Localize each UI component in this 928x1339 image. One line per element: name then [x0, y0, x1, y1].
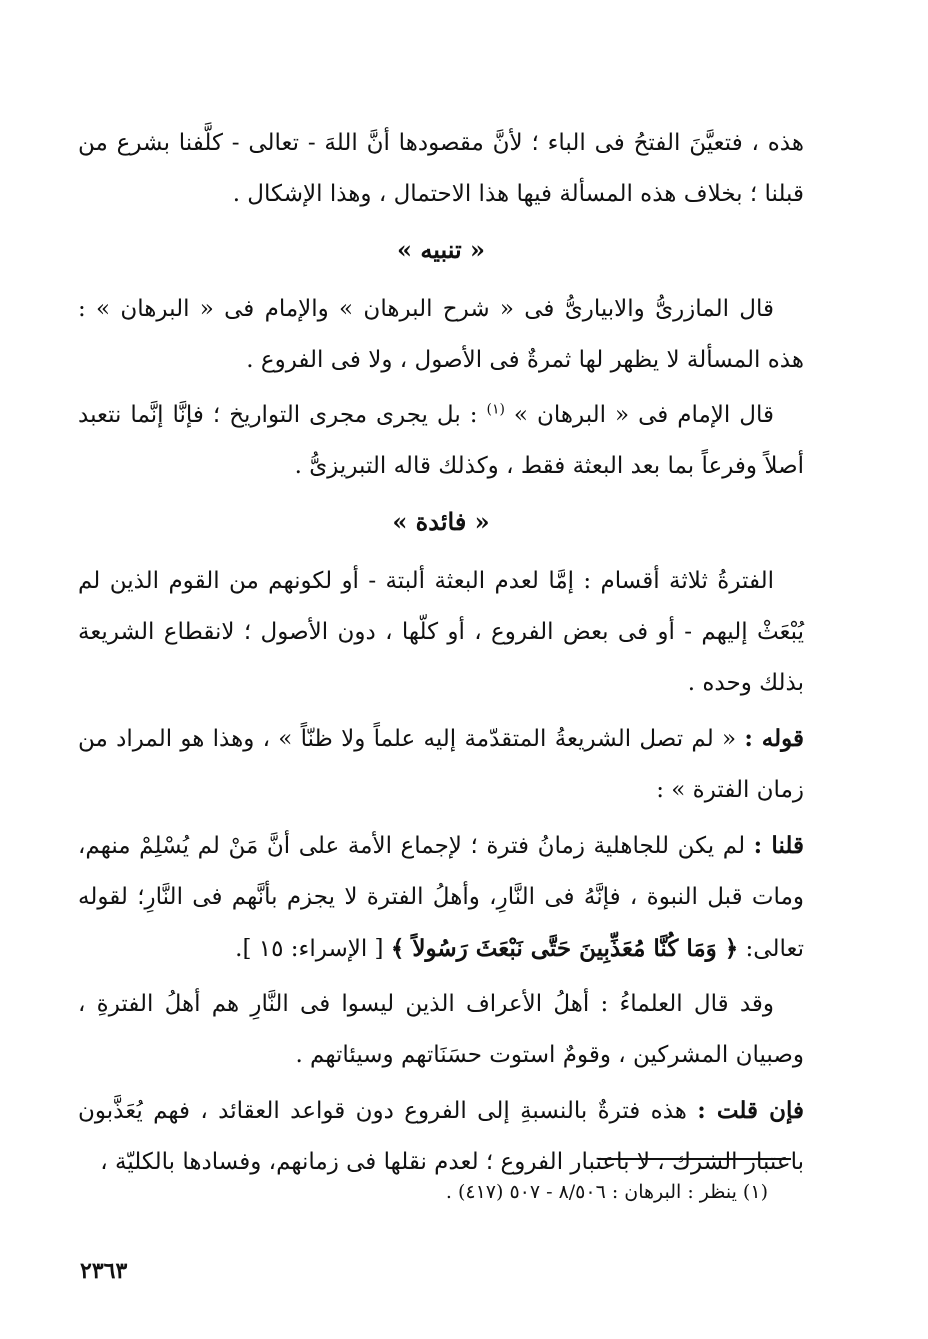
page-body: [78, 118, 804, 1192]
page-number: ٢٣٦٣: [80, 1258, 128, 1284]
quran-citation: [ الإسراء: ١٥ ].: [235, 936, 391, 962]
qawluhu-lead: قوله :: [744, 725, 804, 752]
in-qulta-lead: فإن قلت :: [697, 1097, 804, 1124]
footnote-divider: [598, 1158, 791, 1160]
paragraph-ulama: وقد قال العلماءُ : أهلُ الأعراف الذين ليسوا فى النَّارِ هم أهلُ الفترةِ ، وصبيان المشركين ، وقومٌ استوت حسَنَاتهم وسيئاتهم .: [78, 991, 804, 1068]
quran-verse: ﴿ وَمَا كُنَّا مُعَذِّبِينَ حَتَّى نَبْعَثَ رَسُولاً ﴾: [390, 935, 739, 962]
paragraph-imam-rest: : بل يجرى مجرى التواريخ ؛ فإنَّا إنَّما نتعبد أصلاً وفرعاً بما بعد البعثة فقط ، وكذلك قاله التبريزىُّ .: [78, 402, 804, 479]
heading-faida: « فائدة »: [392, 507, 490, 536]
paragraph-mazari: قال المازرىُّ والابيارىُّ فى « شرح البرهان » والإمام فى « البرهان » : هذه المسألة لا يظهر لها ثمرةٌ فى الأصول ، ولا فى الفروع .: [78, 296, 804, 373]
heading-tanbih: « تنبيه »: [397, 235, 485, 264]
paragraph-imam-start: قال الإمام فى « البرهان »: [504, 402, 774, 428]
in-qulta-body: هذه فترةٌ بالنسبةِ إلى الفروع دون قواعد العقائد ، فهم يُعَذَّبون باعتبار الشرك ، لا باعتبار الفروع ؛ لعدم نقلها فى زمانهم، وفسادها بالكليّة ،: [78, 1098, 804, 1175]
qawluhu-body: « لم تصل الشريعةُ المتقدّمة إليه علماً ولا ظنّاً » ، وهذا هو المراد من زمان الفترة » :: [78, 726, 804, 803]
paragraph-imam: [78, 390, 804, 492]
paragraph-fatra: الفترةُ ثلاثة أقسام : إمَّا لعدم البعثة ألبتة - أو لكونهم من القوم الذين لم يُبْعَثْ إليهم - أو فى بعض الفروع ، أو كلّها ، دون الأصول ؛ لانقطاع الشريعة بذلك وحده .: [78, 568, 804, 696]
paragraph-qawluhu: [78, 713, 804, 816]
footnote-reference: (١): [486, 401, 505, 418]
paragraph-opening: هذه ، فتعيَّنَ الفتحُ فى الباء ؛ لأنَّ مقصودها أنَّ اللهَ - تعالى - كلَّفنا بشرع من قبلنا ؛ بخلاف هذه المسألة فيها هذا الاحتمال ، وهذا الإشكال .: [78, 130, 804, 207]
qulna-body: لم يكن للجاهلية زمانُ فترة ؛ لإجماع الأمة على أنَّ مَنْ لم يُسْلِمْ منهم، ومات قبل النبوة ، فإنَّهُ فى النَّارِ، وأهلُ الفترة لا يجزم بأنَّهم فى النَّارِ؛ لقوله تعالى:: [78, 833, 804, 962]
qulna-lead: قلنا :: [753, 832, 804, 859]
footnote-text: (١) ينظر : البرهان : ٨/٥٠٦ - ٥٠٧ (٤١٧) .: [445, 1181, 768, 1203]
paragraph-in-qulta: [78, 1085, 804, 1188]
paragraph-qulna: [78, 820, 804, 975]
